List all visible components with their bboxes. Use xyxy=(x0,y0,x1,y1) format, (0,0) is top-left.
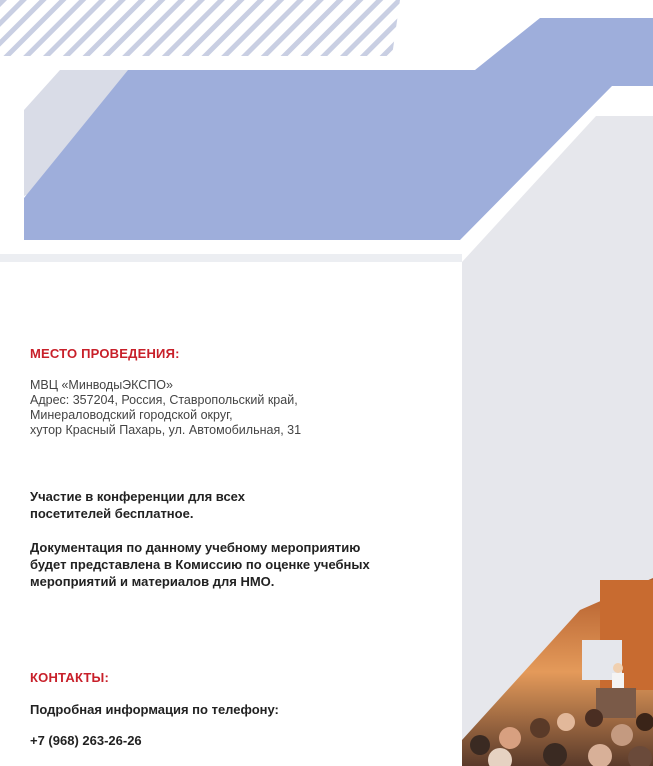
venue-details xyxy=(30,378,430,438)
documentation-line-1: Документация по данному учебному мероприятию xyxy=(30,540,361,555)
documentation-line-3: мероприятий и материалов для НМО. xyxy=(30,574,275,589)
participation-line-2: посетителей бесплатное. xyxy=(30,506,194,521)
venue-address-line-3: хутор Красный Пахарь, ул. Автомобильная, 31 xyxy=(30,423,302,437)
venue-address-line-1: Адрес: 357204, Россия, Ставропольский край, xyxy=(30,393,298,407)
participation-note xyxy=(30,488,450,522)
participation-line-1: Участие в конференции для всех xyxy=(30,489,245,504)
venue-name: МВЦ «МинводыЭКСПО» xyxy=(30,378,173,392)
contacts-heading: КОНТАКТЫ: xyxy=(30,670,110,685)
documentation-note xyxy=(30,539,450,590)
documentation-line-2: будет представлена в Комиссию по оценке учебных xyxy=(30,557,370,572)
venue-heading: МЕСТО ПРОВЕДЕНИЯ: xyxy=(30,346,180,361)
hatched-stripes xyxy=(0,0,400,56)
venue-address-line-2: Минераловодский городской округ, xyxy=(30,408,233,422)
contacts-phone[interactable]: +7 (968) 263-26-26 xyxy=(30,733,142,748)
contacts-info-label: Подробная информация по телефону: xyxy=(30,702,279,717)
